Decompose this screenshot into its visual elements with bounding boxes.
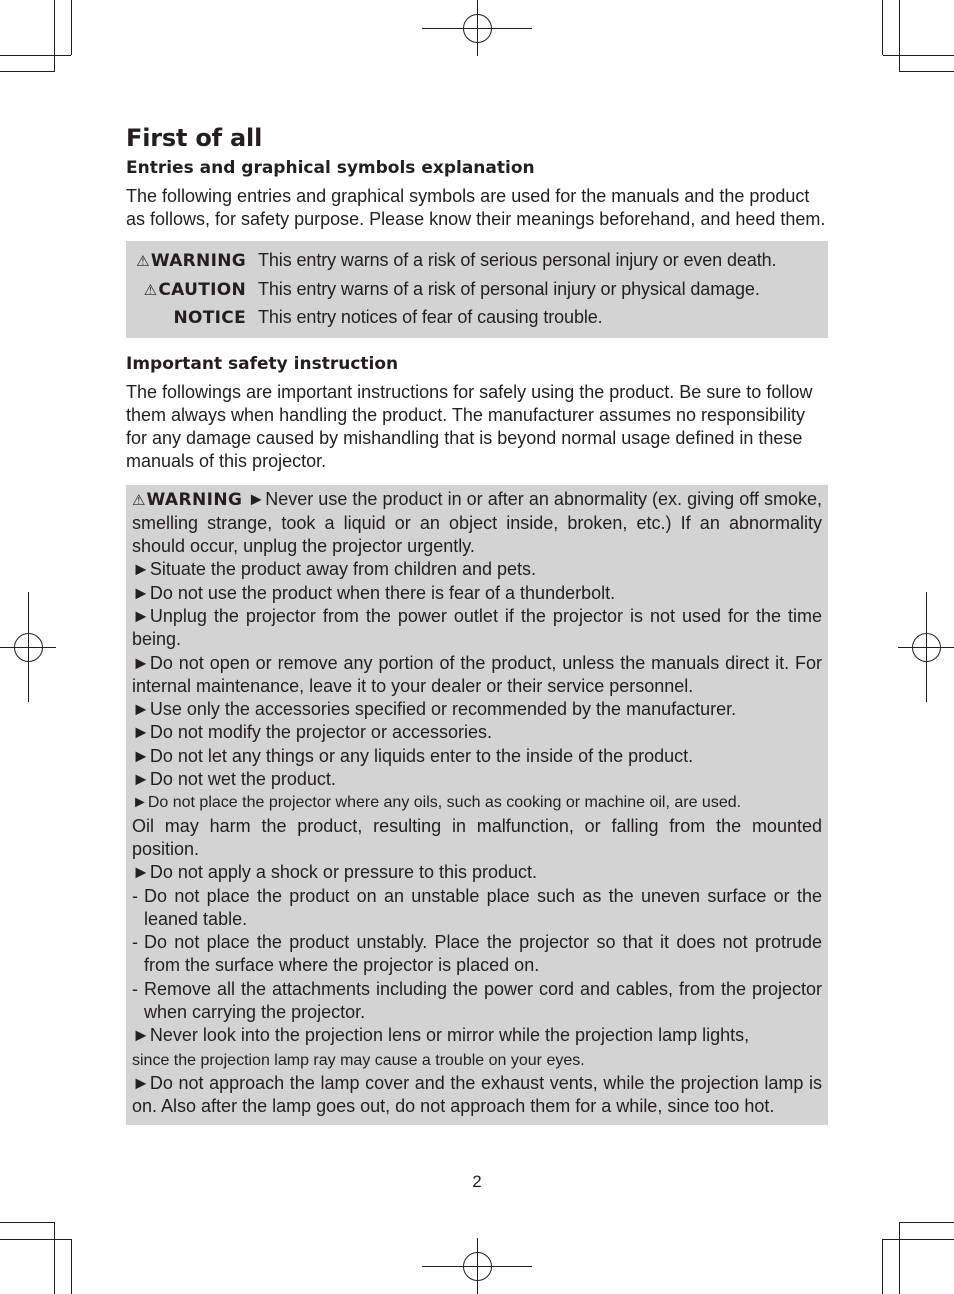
list-item: ►Never look into the projection lens or mirror while the projection lamp lights, since the projection lamp ray may cause a trouble on your eyes. bbox=[132, 1025, 750, 1069]
list-item: ►Do not open or remove any portion of the product, unless the manuals direct it. For internal maintenance, leave it to your dealer or their service personnel. bbox=[132, 652, 822, 696]
pointer-icon: ► bbox=[247, 488, 266, 509]
pointer-icon: ► bbox=[132, 652, 150, 673]
definition-row-notice bbox=[126, 303, 828, 332]
safety-intro: The followings are important instructions for safely using the product. Be sure to follow them always when handling the product. The manufacturer assumes no responsibility for any damage caused by mishandling that is beyond normal usage defined in these manuals of this projector. bbox=[126, 381, 813, 471]
list-item: ►Do not apply a shock or pressure to this product. bbox=[132, 862, 538, 883]
symbol-definitions-box bbox=[126, 241, 828, 338]
list-item: ⚠WARNING ►Never use the product in or after an abnormality (ex. giving off smoke, smelling strange, took a liquid or an object inside, broken, etc.) If an abnormality should occur, unplug the projector urgently. bbox=[132, 488, 822, 557]
list-item: ►Do not wet the product. bbox=[132, 769, 336, 790]
page-title: First of all bbox=[126, 124, 263, 152]
list-item: ►Do not approach the lamp cover and the exhaust vents, while the projection lamp is on. Also after the lamp goes out, do not approach them for a while, since too hot. bbox=[132, 1072, 822, 1117]
pointer-icon: ► bbox=[132, 862, 150, 883]
warning-triangle-icon: ⚠ bbox=[143, 280, 158, 299]
list-item-continuation: Oil may harm the product, resulting in malfunction, or falling from the mounted position. bbox=[132, 815, 822, 859]
entries-heading: Entries and graphical symbols explanation bbox=[126, 158, 535, 178]
pointer-icon: ► bbox=[132, 605, 150, 626]
definition-desc: This entry warns of a risk of personal injury or physical damage. bbox=[258, 278, 760, 299]
list-item: ►Use only the accessories specified or recommended by the manufacturer. bbox=[132, 699, 737, 720]
definition-row-caution bbox=[126, 275, 828, 304]
definition-term: NOTICE bbox=[173, 308, 246, 328]
page-number: 2 bbox=[472, 1172, 482, 1191]
warning-label: WARNING bbox=[146, 489, 243, 510]
dash-item: - Remove all the attachments including the power cord and cables, from the projector when carrying the projector. bbox=[132, 978, 822, 1023]
pointer-icon: ► bbox=[132, 794, 148, 812]
pointer-icon: ► bbox=[132, 769, 150, 790]
pointer-icon: ► bbox=[132, 1025, 150, 1046]
list-item: ►Do not let any things or any liquids enter to the inside of the product. bbox=[132, 745, 694, 766]
dash-item: - Do not place the product unstably. Place the projector so that it does not protrude from the surface where the projector is placed on. bbox=[132, 932, 822, 976]
safety-warning-box bbox=[126, 485, 828, 1125]
list-item: ►Situate the product away from children and pets. bbox=[132, 559, 537, 580]
page-content bbox=[126, 122, 828, 1125]
dash-item: - Do not place the product on an unstable place such as the uneven surface or the leaned table. bbox=[132, 885, 822, 929]
definition-desc: This entry notices of fear of causing trouble. bbox=[258, 307, 603, 327]
warning-triangle-icon: ⚠ bbox=[132, 491, 146, 509]
definition-row-warning bbox=[126, 246, 828, 275]
definition-term: CAUTION bbox=[158, 279, 246, 300]
list-item: ►Unplug the projector from the power outlet if the projector is not used for the time being. bbox=[132, 605, 822, 650]
list-item: ►Do not modify the projector or accessories. bbox=[132, 722, 492, 743]
pointer-icon: ► bbox=[132, 722, 150, 743]
pointer-icon: ► bbox=[132, 1072, 150, 1093]
safety-heading: Important safety instruction bbox=[126, 353, 399, 374]
pointer-icon: ► bbox=[132, 559, 150, 580]
warning-triangle-icon: ⚠ bbox=[136, 252, 150, 270]
entries-intro: The following entries and graphical symbols are used for the manuals and the product as follows, for safety purpose. Please know their meanings beforehand, and heed them. bbox=[126, 186, 826, 229]
list-item: ►Do not use the product when there is fear of a thunderbolt. bbox=[132, 582, 616, 603]
pointer-icon: ► bbox=[132, 582, 150, 603]
list-item: ►Do not place the projector where any oils, such as cooking or machine oil, are used. bbox=[132, 794, 742, 812]
definition-desc: This entry warns of a risk of serious personal injury or even death. bbox=[258, 250, 777, 270]
definition-term: WARNING bbox=[150, 251, 246, 271]
pointer-icon: ► bbox=[132, 745, 150, 766]
pointer-icon: ► bbox=[132, 699, 150, 720]
